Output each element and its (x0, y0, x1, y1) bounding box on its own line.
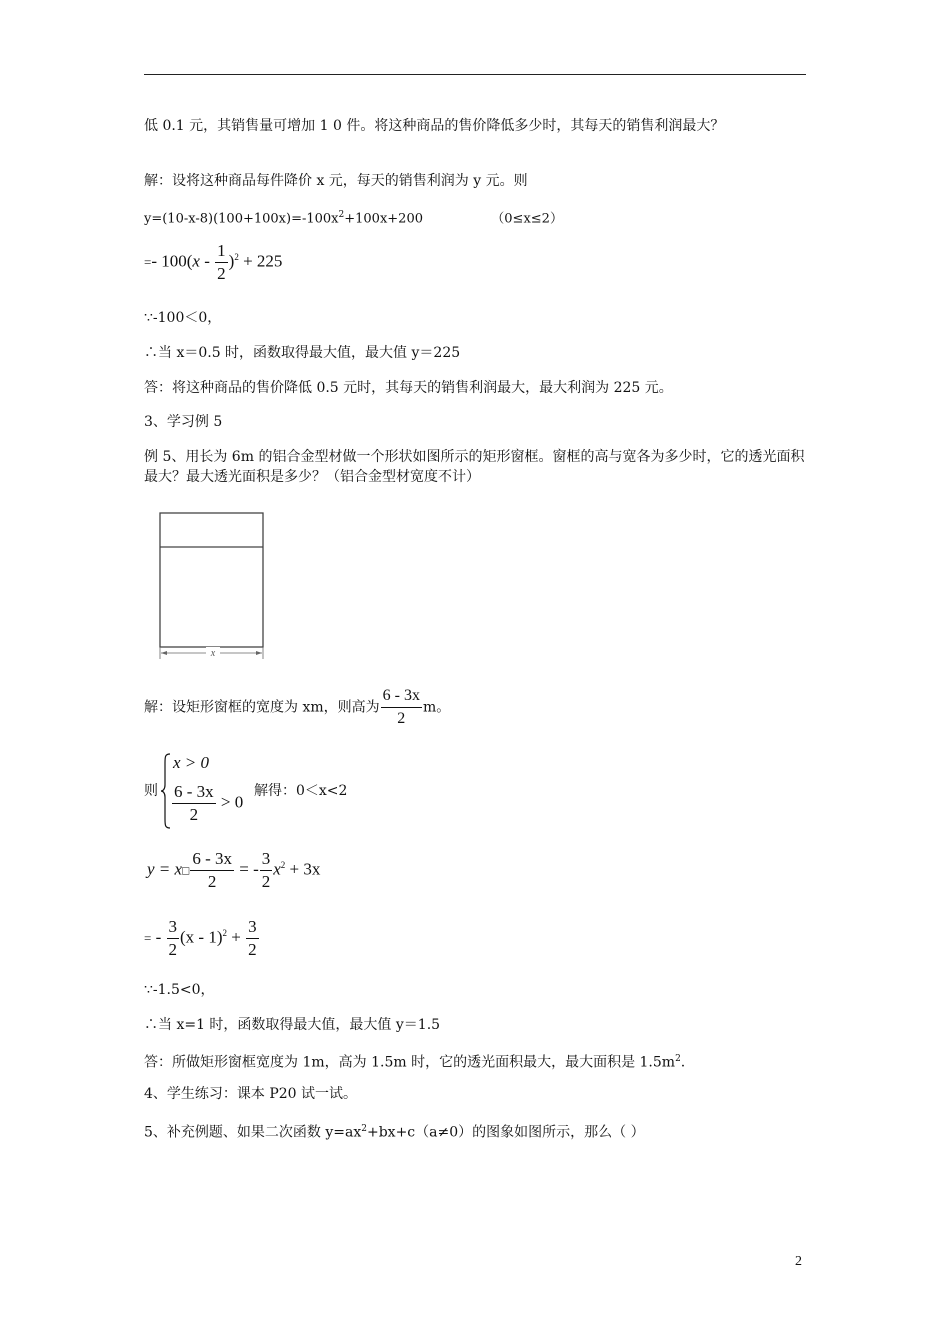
coefficient: - 100( (151, 251, 193, 271)
three-halves-2: $\frac{3}{2}$ (168, 917, 178, 959)
constant-term: + 225 (238, 251, 283, 271)
equals-sign: = (144, 254, 152, 270)
supplementary-example: 5、补充例题、如果二次函数 $y=ax^2+bx+c(a\ne 0)$的图象如图所示，那么（ ） (144, 1124, 645, 1141)
section-heading-example-5: 3、学习例 5 (144, 414, 223, 430)
example-5-problem: 例 5、用长为 6m 的铝合金型材做一个形状如图所示的矩形窗框。窗框的高与宽各为多少时，它的透光面积最大？最大透光面积是多少？（铝合金型材宽度不计） (144, 449, 805, 485)
minus-sign: - (199, 251, 215, 271)
because-line-2: ∵-1.5<0， (144, 982, 215, 998)
therefore-line-1: ∴当 x＝0.5 时，函数取得最大值，最大值 y＝225 (144, 345, 461, 361)
three-halves-3: $\frac{3}{2}$ (248, 917, 257, 959)
superscript: 2 (338, 210, 345, 220)
student-practice: 4、学生练习：课本 P20 试一试。 (144, 1086, 358, 1102)
domain-range: （0≤x≤2） (491, 211, 563, 227)
solution-example-5 (144, 685, 450, 730)
dimension-label-x: x (210, 648, 216, 659)
solution-text: 解：设矩形窗框的宽度为 xm，则高为 (144, 699, 380, 716)
unit-m: m。 (422, 699, 451, 716)
answer-line-1: 答：将这种商品的售价降低 0.5 元时，其每天的销售利润最大，最大利润为 225 元。 (144, 380, 673, 396)
solution-setup: 解：设将这种商品每件降价 x 元，每天的销售利润为 y 元。则 (144, 173, 528, 189)
fraction-half: $\frac{1}{2}$ (217, 241, 226, 283)
window-frame-figure (155, 508, 273, 660)
variable-x: x (192, 251, 200, 271)
dimension-arrow-right (256, 651, 262, 655)
equation-expanded-left: y=(10-x-8)(100+100x)=-100x (144, 211, 339, 227)
answer-line-2: 答：所做矩形窗框宽度为 1m，高为 1.5m 时，它的透光面积最大，最大面积是 $1.5m^2$. (144, 1054, 686, 1071)
height-fraction: $\frac{6 - 3x}{2}$ (382, 687, 420, 727)
equation-expanded-right: +100x+200 (344, 211, 423, 227)
area-function: y = x□ $\frac{6 - 3x}{2}$ = - $\frac{3}{2}$ $x^2 + 3x$ (147, 849, 321, 891)
inequality-solution: 解得：0＜x<2 (254, 783, 348, 799)
paragraph-problem-continued: 低 0.1 元，其销售量可增加 1 0 件。将这种商品的售价降低多少时，其每天的销售利润最大？ (144, 118, 725, 134)
header-rule (144, 74, 806, 75)
because-line-1: ∵-100＜0， (144, 310, 222, 326)
inequality-2: $\frac{6 - 3x}{2}$ > 0 (174, 782, 244, 824)
equation-expanded (144, 205, 563, 229)
therefore-line-2: ∴当 x=1 时，函数取得最大值，最大值 y＝1.5 (144, 1017, 441, 1033)
height-fraction-2: $\frac{6 - 3x}{2}$ (192, 849, 232, 891)
three-halves: $\frac{3}{2}$ (261, 849, 271, 891)
inequality-1: x > 0 (173, 753, 210, 772)
equation-vertex-form: =- 100(x - $\frac{1}{2}$ )$^2$ + 225 (144, 241, 283, 283)
inequality-2-fraction: $\frac{6 - 3x}{2}$ (174, 782, 214, 824)
system-label: 则 (144, 783, 158, 799)
dimension-arrow-left (161, 651, 167, 655)
window-outer-frame (160, 513, 263, 647)
page-number: 2 (795, 1254, 802, 1269)
area-vertex-form: = - $\frac{3}{2}$ (x - 1)$^2$ + $\frac{3}{2}$ (144, 917, 257, 959)
